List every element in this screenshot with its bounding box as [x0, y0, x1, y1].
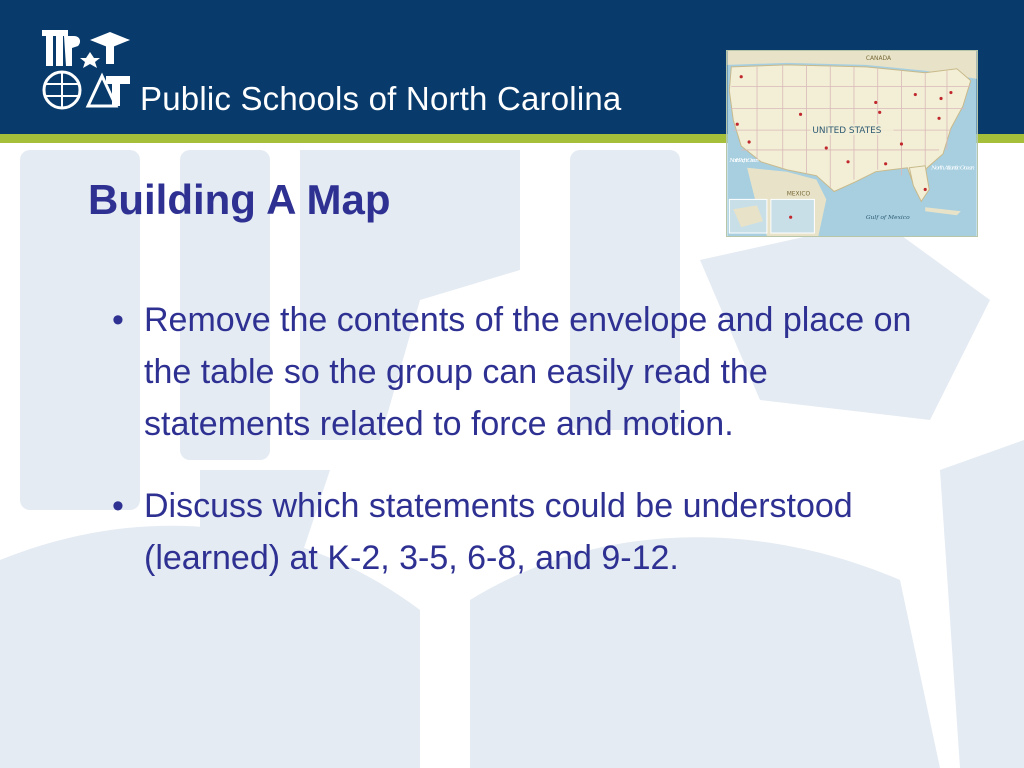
map-label-atlantic: North Atlantic Ocean: [931, 164, 975, 172]
bullet-item: [112, 480, 912, 584]
bullet-list: [112, 294, 912, 614]
bullet-marker: •: [112, 301, 124, 339]
bullet-marker: •: [112, 487, 124, 525]
map-label-country: UNITED STATES: [812, 126, 882, 137]
map-label-mexico: MEXICO: [786, 190, 811, 198]
bullet-text: Remove the contents of the envelope and place on the table so the group can easily read the statements related to force and motion.: [144, 301, 912, 443]
slide-title: Building A Map: [88, 176, 391, 223]
us-map-icon: [726, 50, 978, 237]
org-name: Public Schools of North Carolina: [140, 80, 622, 117]
bullet-text: Discuss which statements could be understood (learned) at K-2, 3-5, 6-8, and 9-12.: [144, 487, 853, 577]
map-label-gulf: Gulf of Mexico: [865, 214, 910, 222]
map-label-canada: CANADA: [865, 54, 892, 62]
map-label-pacific: North Pacific Ocean: [729, 156, 760, 164]
nc-public-schools-logo-icon: [40, 26, 132, 116]
bullet-item: [112, 294, 912, 450]
